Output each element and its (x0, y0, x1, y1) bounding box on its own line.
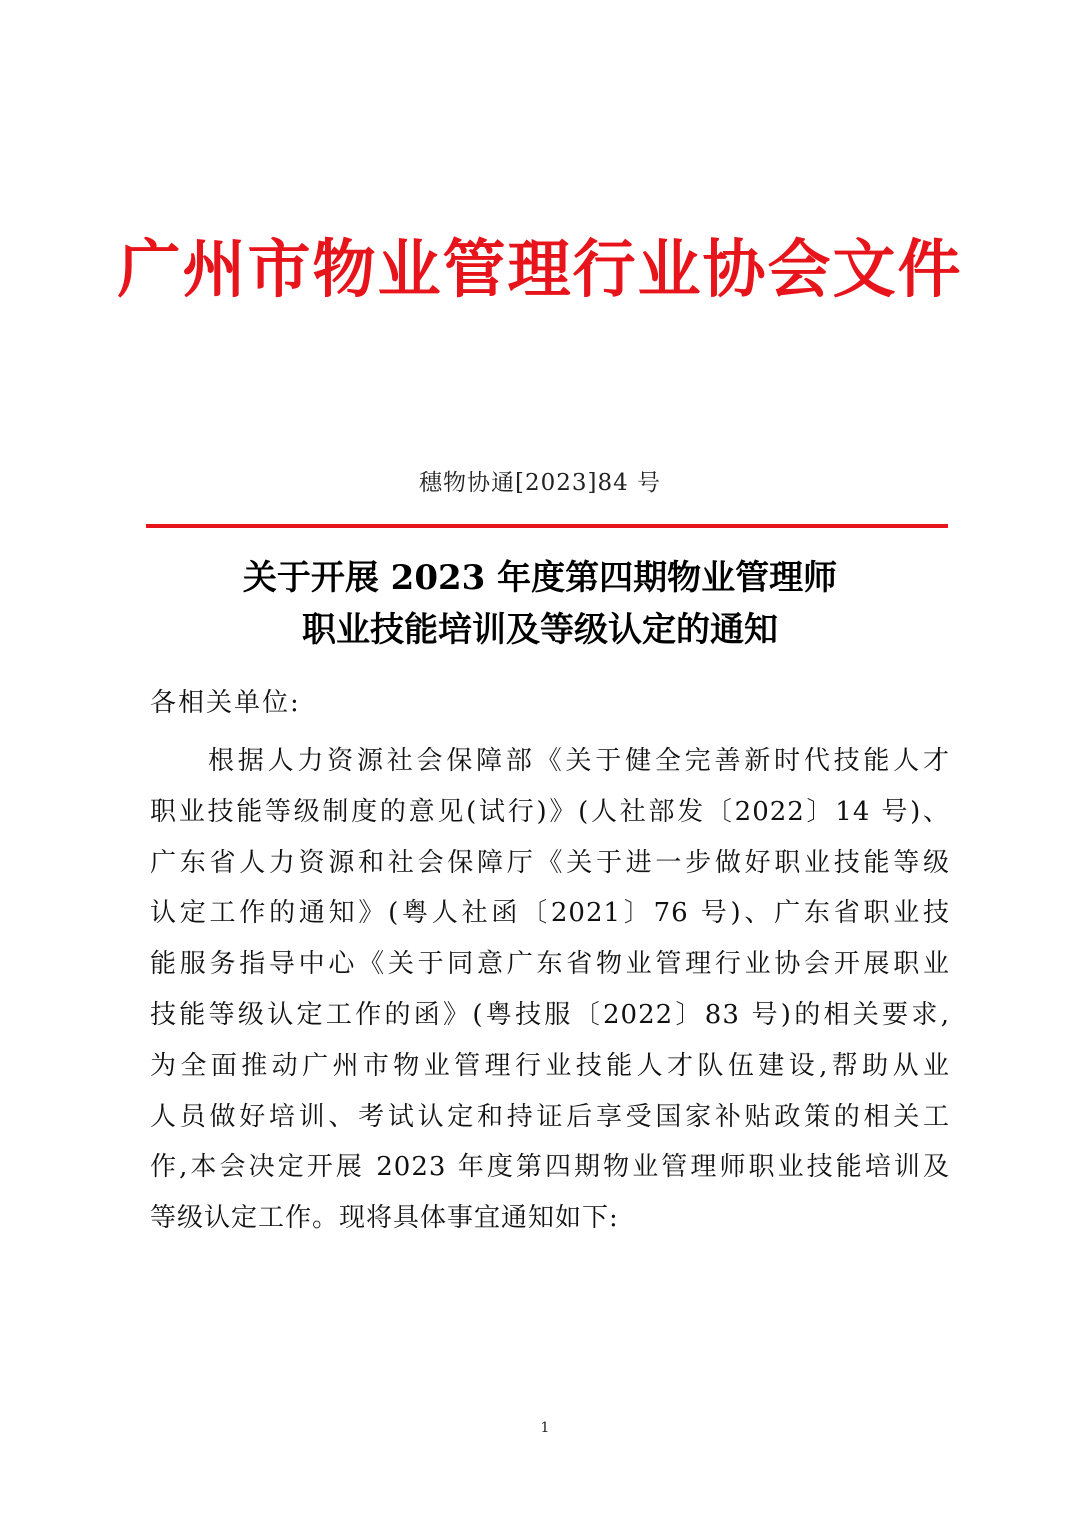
notice-title (100, 552, 980, 656)
red-divider-rule (146, 524, 948, 528)
salutation: 各相关单位: (150, 688, 301, 718)
body-line: 职业技能等级制度的意见(试行)》(人社部发〔2022〕14 号)、 (150, 796, 950, 827)
body-line: 根据人力资源社会保障部《关于健全完善新时代技能人才 (208, 746, 950, 776)
body-line: 认定工作的通知》(粤人社函〔2021〕76 号)、广东省职业技 (150, 898, 950, 929)
page-number: 1 (540, 1420, 550, 1436)
body-line: 作,本会决定开展 2023 年度第四期物业管理师职业技能培训及 (150, 1152, 950, 1183)
notice-title-line-1: 关于开展 2023 年度第四期物业管理师 (242, 558, 838, 598)
body-line: 广东省人力资源和社会保障厅《关于进一步做好职业技能等级 (150, 847, 950, 878)
body-line: 能服务指导中心《关于同意广东省物业管理行业协会开展职业 (150, 949, 950, 980)
body-line: 技能等级认定工作的函》(粤技服〔2022〕83 号)的相关要求, (150, 999, 950, 1030)
document-number: 穗物协通[2023]84 号 (418, 470, 662, 496)
body-line: 等级认定工作。现将具体事宜通知如下: (150, 1203, 619, 1234)
notice-title-line-2: 职业技能培训及等级认定的通知 (302, 610, 778, 650)
body-line: 人员做好培训、考试认定和持证后享受国家补贴政策的相关工 (150, 1101, 950, 1132)
body-paragraph (150, 736, 950, 1244)
body-line: 为全面推动广州市物业管理行业技能人才队伍建设,帮助从业 (150, 1050, 950, 1081)
issuer-header-title: 广州市物业管理行业协会文件 (117, 233, 963, 306)
